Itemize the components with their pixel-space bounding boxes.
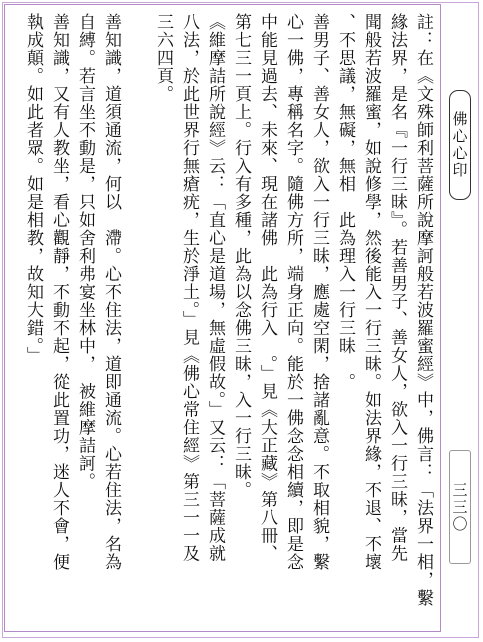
text-column: 八法，於此世界行無瘡疣，生於淨土。」見《佛心常住經》第三一一及 — [179, 13, 199, 563]
text-columns — [11, 13, 435, 631]
page-number-tab — [449, 450, 471, 564]
book-title: 佛心心印 — [450, 111, 469, 179]
text-column: 善男子、善女人，欲入一行三昧，應處空閑，捨諸亂意。不取相貌，繫 — [309, 13, 329, 571]
book-title-tab — [449, 90, 471, 200]
page-number: 三三〇 — [450, 481, 469, 533]
text-column: 第七三一頁上。行入有多種，此為以念佛三昧，入一行三昧。 — [231, 13, 251, 499]
text-column: 執成顛。如此者眾。如是相教，故知大錯。」 — [23, 13, 43, 365]
text-column: 、不思議，無礙，無相 此為理入一行三昧 。 — [335, 13, 355, 391]
text-column: 中能見過去、未來、現在諸佛 此為行入 。」見《大正藏》第八冊、 — [257, 13, 277, 563]
text-column: 自縛。若言坐不動是，只如舍利弗宴坐林中， 被維摩詰訶。 — [75, 13, 95, 491]
text-column: 緣法界，是名『一行三昧』。若善男子、善女人，欲入一行三昧，當先 — [387, 13, 407, 563]
text-column: 《維摩詰所說經》云：「直心是道場，無虛假故。」又云：「菩薩成就 — [205, 13, 225, 563]
text-column: 心一佛，專稱名字。隨佛方所，端身正向。能於一佛念念相續，即是念 — [283, 13, 303, 571]
text-column: 聞般若波羅蜜，如說修學，然後能入一行三昧。如法界緣，不退、不壞 — [361, 13, 381, 571]
text-column: 善知識，又有人教坐，看心觀靜，不動不起，從此置功，迷人不會，便 — [49, 13, 69, 571]
text-frame — [4, 4, 441, 632]
text-column: 註：在《文殊師利菩薩所說摩訶般若波羅蜜經》中，佛言：「法界一相，繫 — [413, 13, 433, 607]
text-column: 三六四頁。 — [153, 13, 173, 103]
text-column: 善知識，道須通流，何以 滯。心不住法，道即通流。心若住法，名為 — [101, 13, 121, 571]
